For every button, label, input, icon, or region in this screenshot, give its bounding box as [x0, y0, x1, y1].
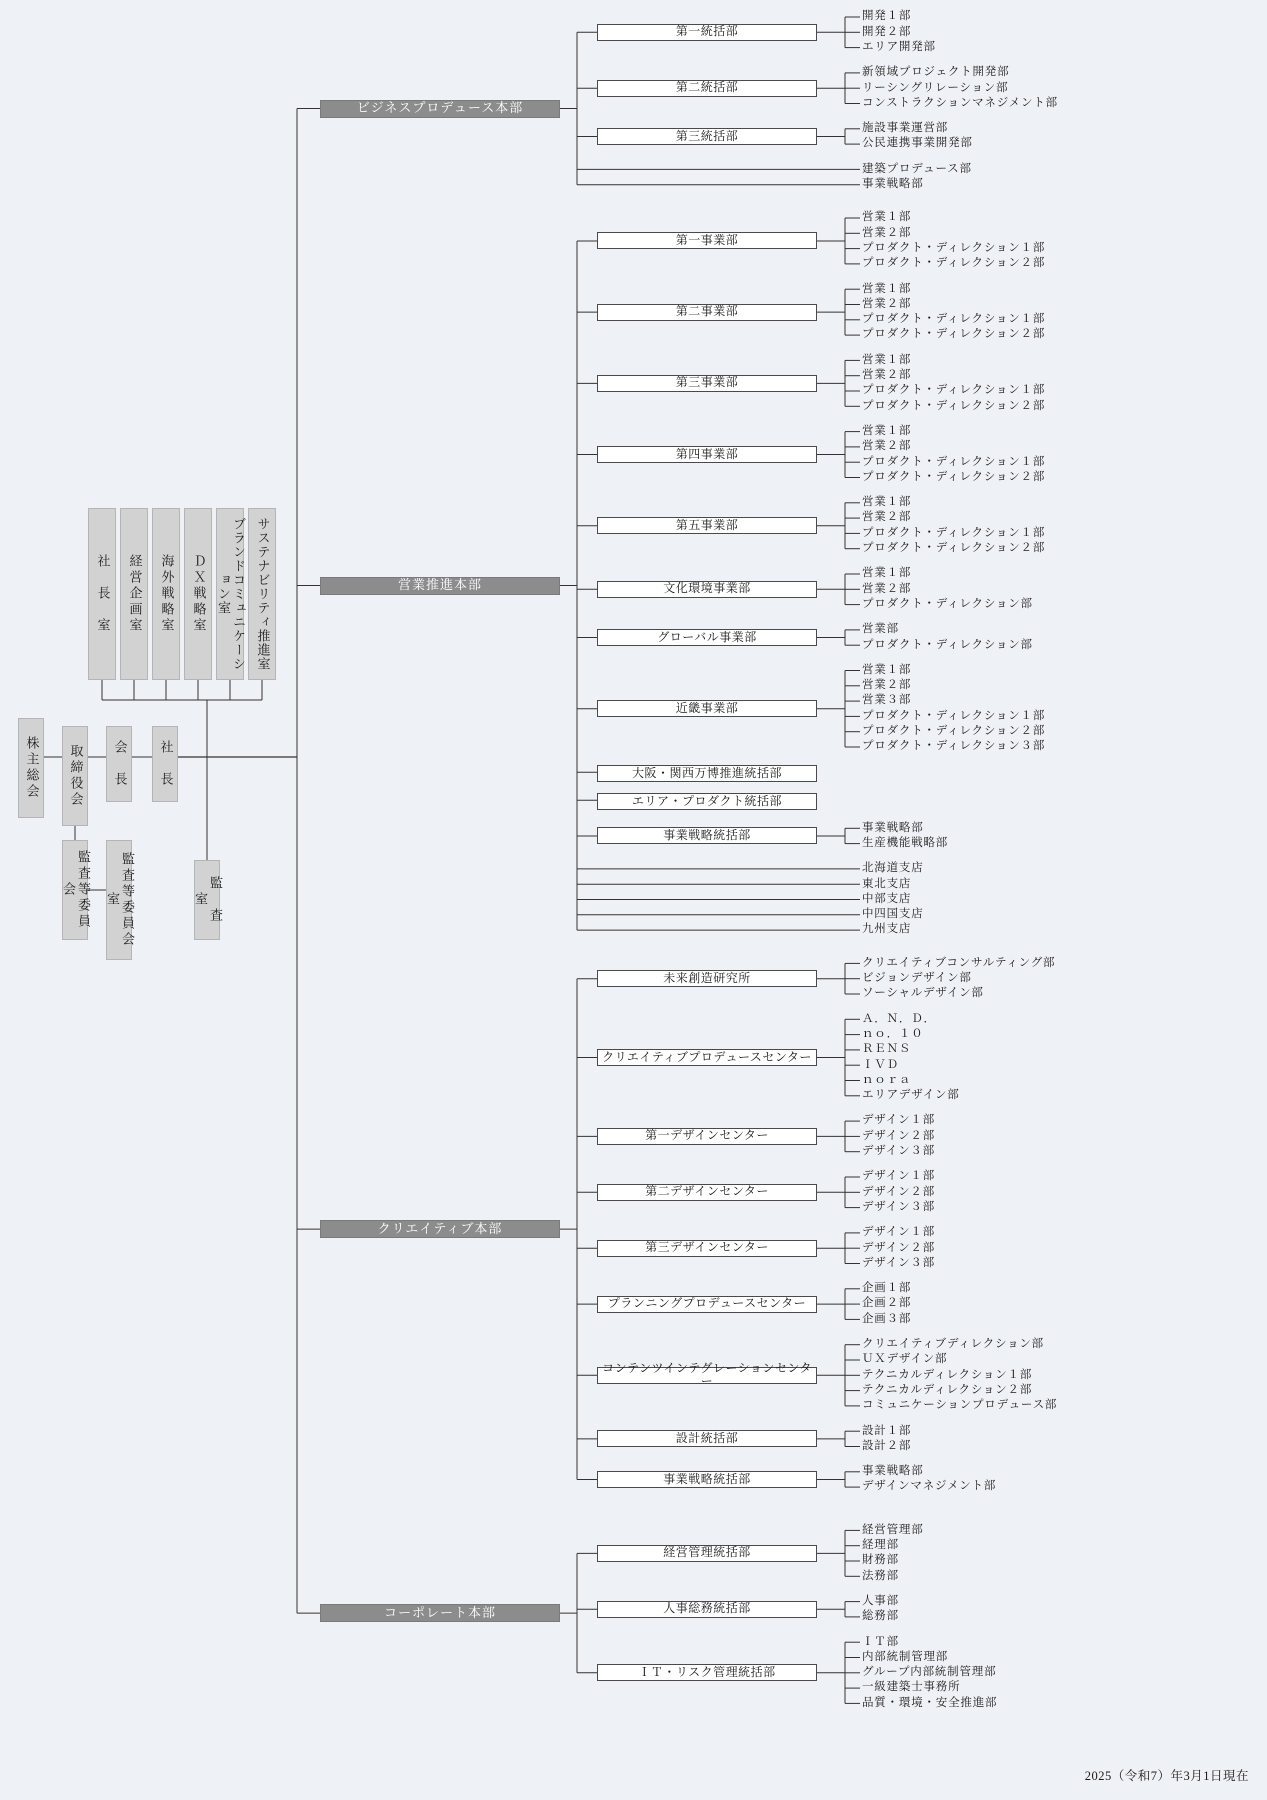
president-office-0[interactable]: 社 長 室: [88, 508, 116, 680]
unit-label-business-produce-0-0: 開発１部: [862, 10, 912, 23]
unit-label-creative-2-2: デザイン３部: [862, 1145, 935, 1158]
unit-label-creative-6-1: ＵＸデザイン部: [862, 1353, 948, 1366]
audit-committee[interactable]: 監査等委員会: [62, 840, 88, 940]
unit-label-sales-promotion-4-2: プロダクト・ディレクション１部: [862, 526, 1046, 539]
president-office-3[interactable]: ＤＸ戦略室: [184, 508, 212, 680]
unit-label-creative-1-3: ＩＶＤ: [862, 1058, 899, 1071]
unit-label-business-produce-1-2: コンストラクションマネジメント部: [862, 96, 1058, 109]
unit-label-creative-3-2: デザイン３部: [862, 1200, 935, 1213]
division-box-corporate-2[interactable]: ＩＴ・リスク管理統括部: [597, 1664, 817, 1681]
unit-label-sales-promotion-1-3: プロダクト・ディレクション２部: [862, 328, 1046, 341]
division-box-sales-promotion-10[interactable]: 事業戦略統括部: [597, 827, 817, 844]
headquarters-box-creative[interactable]: クリエイティブ本部: [320, 1220, 560, 1238]
unit-label-creative-2-0: デザイン１部: [862, 1114, 935, 1127]
shareholders-meeting[interactable]: 株主総会: [18, 718, 44, 818]
headquarters-box-sales-promotion[interactable]: 営業推進本部: [320, 577, 560, 595]
unit-label-sales-promotion-0-0: 営業１部: [862, 211, 912, 224]
division-box-sales-promotion-6[interactable]: グローバル事業部: [597, 629, 817, 646]
unit-label-sales-promotion-1-0: 営業１部: [862, 282, 912, 295]
unit-label-sales-promotion-2-0: 営業１部: [862, 353, 912, 366]
division-box-sales-promotion-0[interactable]: 第一事業部: [597, 232, 817, 249]
unit-label-sales-promotion-3-1: 営業２部: [862, 440, 912, 453]
unit-label-creative-3-1: デザイン２部: [862, 1185, 935, 1198]
division-box-creative-5[interactable]: プランニングプロデュースセンター: [597, 1296, 817, 1313]
division-box-sales-promotion-9[interactable]: エリア・プロダクト統括部: [597, 793, 817, 810]
unit-label-sales-promotion-0-3: プロダクト・ディレクション２部: [862, 257, 1046, 270]
unit-label-creative-6-4: コミュニケーションプロデュース部: [862, 1399, 1058, 1412]
unit-label-corporate-2-2: グループ内部統制管理部: [862, 1666, 997, 1679]
division-box-business-produce-0[interactable]: 第一統括部: [597, 24, 817, 41]
unit-label-business-produce-2-1: 公民連携事業開発部: [862, 137, 973, 150]
direct-unit-label-sales-promotion-4: 九州支店: [862, 923, 912, 936]
unit-label-corporate-2-3: 一級建築士事務所: [862, 1681, 961, 1694]
division-box-sales-promotion-8[interactable]: 大阪・関西万博推進統括部: [597, 765, 817, 782]
division-box-sales-promotion-2[interactable]: 第三事業部: [597, 375, 817, 392]
unit-label-creative-8-1: デザインマネジメント部: [862, 1480, 997, 1493]
unit-label-sales-promotion-2-3: プロダクト・ディレクション２部: [862, 399, 1046, 412]
unit-label-business-produce-1-1: リーシングリレーション部: [862, 81, 1009, 94]
unit-label-sales-promotion-10-1: 生産機能戦略部: [862, 836, 949, 849]
unit-label-creative-5-0: 企画１部: [862, 1282, 912, 1295]
unit-label-creative-5-2: 企画３部: [862, 1312, 912, 1325]
direct-unit-label-business-produce-0: 建築プロデュース部: [862, 162, 972, 175]
unit-label-creative-1-5: エリアデザイン部: [862, 1089, 960, 1102]
unit-label-creative-4-0: デザイン１部: [862, 1226, 935, 1239]
unit-label-sales-promotion-10-0: 事業戦略部: [862, 821, 924, 834]
unit-label-sales-promotion-5-2: プロダクト・ディレクション部: [862, 597, 1033, 610]
direct-unit-label-sales-promotion-1: 東北支店: [862, 877, 912, 890]
unit-label-sales-promotion-2-2: プロダクト・ディレクション１部: [862, 384, 1046, 397]
unit-label-sales-promotion-4-1: 営業２部: [862, 511, 912, 524]
unit-label-corporate-2-0: ＩＴ部: [862, 1635, 899, 1648]
president-office-1[interactable]: 経営企画室: [120, 508, 148, 680]
unit-label-creative-8-0: 事業戦略部: [862, 1465, 924, 1478]
direct-unit-label-sales-promotion-0: 北海道支店: [862, 862, 924, 875]
division-box-sales-promotion-7[interactable]: 近畿事業部: [597, 700, 817, 717]
unit-label-sales-promotion-7-0: 営業１部: [862, 663, 912, 676]
unit-label-sales-promotion-5-0: 営業１部: [862, 567, 912, 580]
division-box-creative-6[interactable]: コンテンツインテグレーションセンター: [597, 1367, 817, 1384]
president-office-2[interactable]: 海外戦略室: [152, 508, 180, 680]
unit-label-corporate-1-1: 総務部: [862, 1610, 899, 1623]
unit-label-sales-promotion-3-2: プロダクト・ディレクション１部: [862, 455, 1046, 468]
unit-label-sales-promotion-7-2: 営業３部: [862, 694, 912, 707]
unit-label-creative-0-0: クリエイティブコンサルティング部: [862, 956, 1056, 969]
president-office-5[interactable]: サステナビリティ推進室: [248, 508, 276, 680]
division-box-sales-promotion-4[interactable]: 第五事業部: [597, 517, 817, 534]
division-box-creative-4[interactable]: 第三デザインセンター: [597, 1240, 817, 1257]
division-box-sales-promotion-1[interactable]: 第二事業部: [597, 304, 817, 321]
board-of-directors[interactable]: 取締役会: [62, 726, 88, 826]
president[interactable]: 社 長: [152, 726, 178, 802]
unit-label-corporate-1-0: 人事部: [862, 1594, 899, 1607]
unit-label-creative-7-1: 設計２部: [862, 1439, 912, 1452]
unit-label-sales-promotion-6-1: プロダクト・ディレクション部: [862, 638, 1033, 651]
unit-label-creative-6-0: クリエイティブディレクション部: [862, 1338, 1044, 1351]
unit-label-sales-promotion-1-2: プロダクト・ディレクション１部: [862, 313, 1046, 326]
division-box-creative-1[interactable]: クリエイティブプロデュースセンター: [597, 1049, 817, 1066]
division-box-creative-0[interactable]: 未来創造研究所: [597, 970, 817, 987]
unit-label-sales-promotion-4-3: プロダクト・ディレクション２部: [862, 542, 1046, 555]
unit-label-corporate-2-1: 内部統制管理部: [862, 1650, 949, 1663]
unit-label-creative-2-1: デザイン２部: [862, 1129, 935, 1142]
division-box-creative-8[interactable]: 事業戦略統括部: [597, 1471, 817, 1488]
unit-label-creative-1-4: ｎｏｒａ: [862, 1073, 912, 1086]
unit-label-creative-0-2: ソーシャルデザイン部: [862, 987, 984, 1000]
unit-label-sales-promotion-7-5: プロダクト・ディレクション３部: [862, 740, 1046, 753]
unit-label-sales-promotion-7-4: プロダクト・ディレクション２部: [862, 725, 1046, 738]
unit-label-creative-7-0: 設計１部: [862, 1424, 912, 1437]
unit-label-sales-promotion-1-1: 営業２部: [862, 297, 912, 310]
division-box-creative-2[interactable]: 第一デザインセンター: [597, 1128, 817, 1145]
unit-label-business-produce-0-2: エリア開発部: [862, 40, 936, 53]
unit-label-business-produce-2-0: 施設事業運営部: [862, 122, 949, 135]
unit-label-creative-1-2: ＲＥＮＳ: [862, 1043, 912, 1056]
unit-label-creative-6-2: テクニカルディレクション１部: [862, 1368, 1033, 1381]
unit-label-sales-promotion-6-0: 営業部: [862, 623, 899, 636]
unit-label-corporate-2-4: 品質・環境・安全推進部: [862, 1696, 998, 1709]
unit-label-creative-0-1: ビジョンデザイン部: [862, 972, 972, 985]
unit-label-corporate-0-0: 経営管理部: [862, 1523, 924, 1536]
unit-label-creative-6-3: テクニカルディレクション２部: [862, 1383, 1033, 1396]
unit-label-sales-promotion-3-0: 営業１部: [862, 424, 912, 437]
unit-label-creative-4-1: デザイン２部: [862, 1241, 935, 1254]
footer-date: 2025（令和7）年3月1日現在: [1084, 1769, 1249, 1783]
unit-label-creative-4-2: デザイン３部: [862, 1256, 935, 1269]
division-box-corporate-0[interactable]: 経営管理統括部: [597, 1545, 817, 1562]
unit-label-business-produce-1-0: 新領域プロジェクト開発部: [862, 66, 1010, 79]
division-box-business-produce-2[interactable]: 第三統括部: [597, 128, 817, 145]
headquarters-box-corporate[interactable]: コーポレート本部: [320, 1604, 560, 1622]
unit-label-creative-1-1: ｎｏ．１０: [862, 1027, 924, 1040]
unit-label-sales-promotion-0-2: プロダクト・ディレクション１部: [862, 241, 1046, 254]
unit-label-sales-promotion-0-1: 営業２部: [862, 226, 912, 239]
division-box-business-produce-1[interactable]: 第二統括部: [597, 80, 817, 97]
unit-label-sales-promotion-7-3: プロダクト・ディレクション１部: [862, 709, 1046, 722]
unit-label-sales-promotion-2-1: 営業２部: [862, 369, 912, 382]
unit-label-sales-promotion-5-1: 営業２部: [862, 582, 912, 595]
division-box-creative-7[interactable]: 設計統括部: [597, 1430, 817, 1447]
division-box-sales-promotion-5[interactable]: 文化環境事業部: [597, 581, 817, 598]
headquarters-box-business-produce[interactable]: ビジネスプロデュース本部: [320, 100, 560, 118]
unit-label-creative-3-0: デザイン１部: [862, 1170, 935, 1183]
division-box-sales-promotion-3[interactable]: 第四事業部: [597, 446, 817, 463]
chairman[interactable]: 会 長: [106, 726, 132, 802]
unit-label-sales-promotion-7-1: 営業２部: [862, 679, 912, 692]
unit-label-corporate-0-3: 法務部: [862, 1569, 899, 1582]
unit-label-corporate-0-1: 経理部: [862, 1539, 899, 1552]
division-box-corporate-1[interactable]: 人事総務統括部: [597, 1601, 817, 1618]
unit-label-creative-1-0: Ａ．Ｎ．Ｄ．: [862, 1012, 936, 1025]
direct-unit-label-business-produce-1: 事業戦略部: [862, 178, 924, 191]
division-box-creative-3[interactable]: 第二デザインセンター: [597, 1184, 817, 1201]
direct-unit-label-sales-promotion-2: 中部支店: [862, 892, 912, 905]
unit-label-sales-promotion-3-3: プロダクト・ディレクション２部: [862, 470, 1046, 483]
unit-label-sales-promotion-4-0: 営業１部: [862, 496, 912, 509]
unit-label-business-produce-0-1: 開発２部: [862, 25, 912, 38]
audit-office[interactable]: 監 査 室: [194, 860, 220, 940]
president-office-4[interactable]: ブランドコミュニケーション室: [216, 508, 244, 680]
unit-label-corporate-0-2: 財務部: [862, 1554, 899, 1567]
direct-unit-label-sales-promotion-3: 中四国支店: [862, 908, 924, 921]
audit-committee-office[interactable]: 監査等委員会室: [106, 840, 132, 960]
unit-label-creative-5-1: 企画２部: [862, 1297, 912, 1310]
